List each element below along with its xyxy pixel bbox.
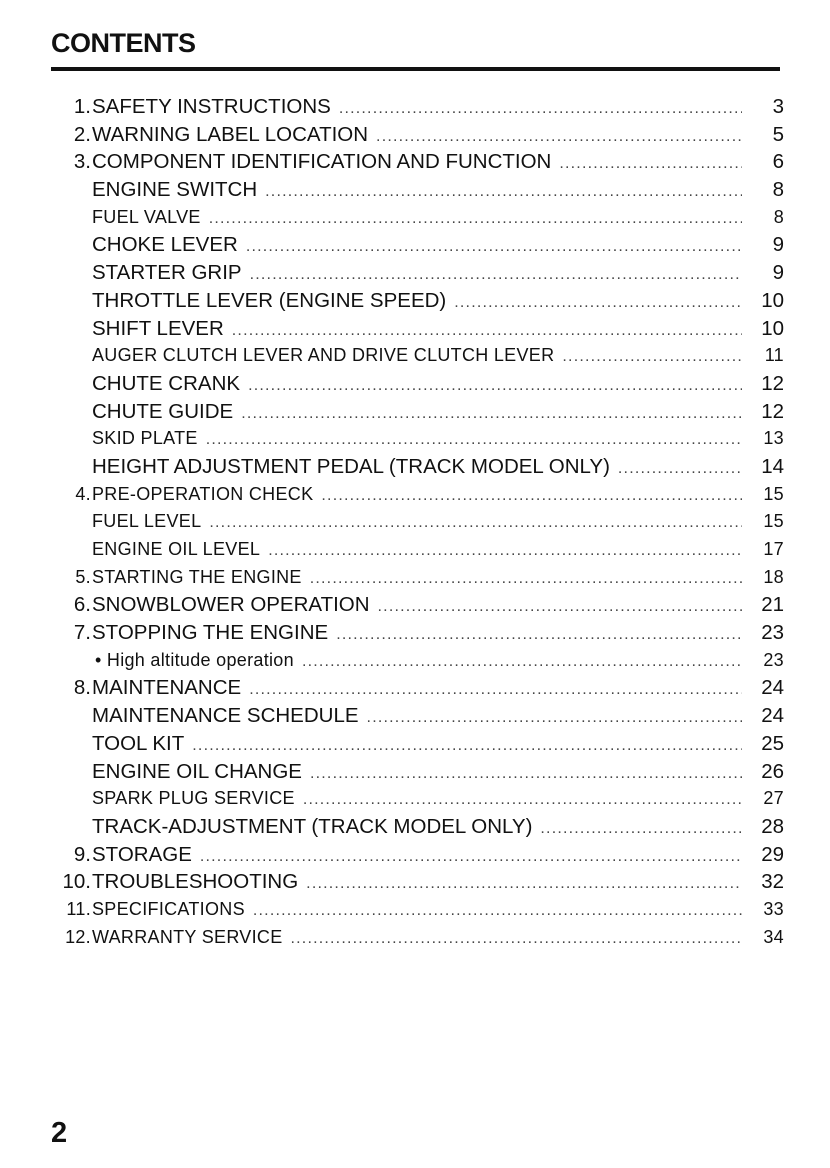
toc-entry-fuel-level[interactable] bbox=[48, 508, 784, 536]
toc-entry-page: 10 bbox=[761, 316, 784, 340]
toc-entry-title: STARTER GRIP bbox=[92, 261, 242, 285]
toc-entry-storage[interactable] bbox=[48, 841, 784, 869]
toc-entry-chute-crank[interactable] bbox=[48, 370, 784, 398]
toc-entry-troubleshooting[interactable] bbox=[48, 868, 784, 896]
toc-entry-title: SNOWBLOWER OPERATION bbox=[92, 593, 370, 617]
toc-entry-page: 24 bbox=[761, 704, 784, 728]
dot-leader bbox=[367, 704, 742, 732]
toc-entry-warranty-service[interactable] bbox=[48, 924, 784, 952]
toc-entry-title: SKID PLATE bbox=[92, 428, 198, 449]
toc-entry-title: FUEL VALVE bbox=[92, 206, 201, 227]
dot-leader bbox=[232, 317, 742, 345]
toc-entry-page: 32 bbox=[761, 870, 784, 894]
toc-entry-title: SHIFT LEVER bbox=[92, 316, 224, 340]
toc-entry-number: 3. bbox=[73, 150, 91, 174]
toc-entry-title: PRE-OPERATION CHECK bbox=[92, 483, 314, 504]
toc-entry-page: 3 bbox=[772, 95, 784, 118]
page-title: CONTENTS bbox=[51, 28, 196, 58]
toc-entry-auger-clutch-lever[interactable] bbox=[48, 342, 784, 370]
toc-entry-page: 12 bbox=[761, 371, 784, 395]
toc-entry-page: 15 bbox=[763, 511, 784, 532]
toc-entry-height-adjustment-pedal[interactable] bbox=[48, 453, 784, 481]
toc-entry-number: 2. bbox=[73, 122, 91, 146]
toc-entry-title: • High altitude operation bbox=[95, 649, 294, 670]
toc-entry-skid-plate[interactable] bbox=[48, 425, 784, 453]
toc-entry-page: 8 bbox=[773, 206, 784, 227]
toc-entry-pre-operation-check[interactable] bbox=[48, 481, 784, 509]
toc-entry-title: CHUTE GUIDE bbox=[92, 399, 234, 423]
toc-entry-tool-kit[interactable] bbox=[48, 730, 784, 758]
dot-leader bbox=[291, 925, 742, 953]
toc-entry-number: 7. bbox=[73, 621, 91, 645]
toc-entry-page: 28 bbox=[761, 814, 784, 838]
toc-entry-title: STOPPING THE ENGINE bbox=[92, 621, 329, 645]
toc-entry-safety-instructions[interactable] bbox=[48, 93, 784, 121]
toc-entry-page: 9 bbox=[772, 261, 784, 285]
toc-entry-maintenance[interactable] bbox=[48, 674, 784, 702]
toc-entry-page: 14 bbox=[761, 454, 784, 478]
toc-entry-title: FUEL LEVEL bbox=[92, 511, 202, 532]
dot-leader bbox=[192, 732, 742, 760]
toc-entry-throttle-lever[interactable] bbox=[48, 287, 784, 315]
toc-entry-page: 18 bbox=[763, 566, 784, 587]
dot-leader bbox=[339, 95, 742, 123]
dot-leader bbox=[200, 843, 742, 871]
toc-entry-number: 5. bbox=[75, 566, 91, 587]
toc-entry-engine-switch[interactable] bbox=[48, 176, 784, 204]
dot-leader bbox=[265, 178, 742, 206]
toc-entry-page: 25 bbox=[761, 731, 784, 755]
toc-entry-snowblower-operation[interactable] bbox=[48, 591, 784, 619]
toc-entry-title: MAINTENANCE SCHEDULE bbox=[92, 704, 359, 728]
toc-entry-number: 1. bbox=[73, 95, 91, 118]
toc-entry-page: 9 bbox=[772, 233, 784, 257]
dot-leader bbox=[268, 537, 742, 565]
dot-leader bbox=[310, 565, 742, 593]
toc-entry-number: 4. bbox=[75, 483, 91, 504]
toc-entry-page: 12 bbox=[761, 399, 784, 423]
toc-entry-title: WARRANTY SERVICE bbox=[92, 926, 283, 947]
dot-leader bbox=[302, 648, 742, 676]
toc-entry-page: 17 bbox=[763, 539, 784, 559]
dot-leader bbox=[618, 455, 742, 483]
toc-entry-title: TROUBLESHOOTING bbox=[92, 870, 299, 894]
toc-entry-title: TOOL KIT bbox=[92, 731, 185, 755]
toc-entry-title: TRACK-ADJUSTMENT (TRACK MODEL ONLY) bbox=[92, 814, 533, 838]
dot-leader bbox=[306, 870, 742, 898]
toc-entry-page: 23 bbox=[761, 621, 784, 645]
dot-leader bbox=[310, 760, 742, 788]
toc-entry-page: 24 bbox=[761, 676, 784, 700]
toc-entry-page: 6 bbox=[772, 150, 784, 174]
dot-leader bbox=[250, 261, 742, 289]
dot-leader bbox=[253, 897, 742, 925]
dot-leader bbox=[562, 343, 742, 371]
toc-entry-title: CHUTE CRANK bbox=[92, 371, 241, 395]
toc-entry-specifications[interactable] bbox=[48, 896, 784, 924]
toc-entry-page: 21 bbox=[761, 593, 784, 617]
dot-leader bbox=[454, 289, 742, 317]
dot-leader bbox=[209, 509, 742, 537]
dot-leader bbox=[209, 205, 742, 233]
toc-entry-title: SPECIFICATIONS bbox=[92, 898, 245, 919]
page-number: 2 bbox=[51, 1117, 68, 1149]
dot-leader bbox=[559, 150, 742, 178]
dot-leader bbox=[540, 815, 742, 843]
toc-entry-high-altitude-operation[interactable] bbox=[48, 647, 784, 675]
toc-entry-title: STARTING THE ENGINE bbox=[92, 566, 302, 587]
toc-entry-page: 5 bbox=[772, 122, 784, 146]
dot-leader bbox=[249, 676, 742, 704]
toc-entry-component-identification[interactable] bbox=[48, 148, 784, 176]
toc-entry-title: SAFETY INSTRUCTIONS bbox=[92, 95, 331, 118]
toc-entry-number: 12. bbox=[65, 926, 91, 947]
toc-entry-page: 26 bbox=[761, 759, 784, 783]
toc-entry-title: MAINTENANCE bbox=[92, 676, 242, 700]
toc-entry-page: 15 bbox=[763, 483, 784, 504]
toc-entry-page: 33 bbox=[763, 898, 784, 919]
toc-entry-page: 8 bbox=[772, 178, 784, 202]
dot-leader bbox=[241, 400, 742, 428]
dot-leader bbox=[336, 621, 742, 649]
toc-entry-number: 11. bbox=[66, 898, 91, 919]
toc-entry-title: STORAGE bbox=[92, 842, 192, 866]
dot-leader bbox=[206, 426, 742, 454]
toc-entry-title: THROTTLE LEVER (ENGINE SPEED) bbox=[92, 288, 447, 312]
toc-entry-stopping-the-engine[interactable] bbox=[48, 619, 784, 647]
toc-entry-spark-plug-service[interactable] bbox=[48, 785, 784, 813]
dot-leader bbox=[321, 482, 742, 510]
toc-entry-number: 10. bbox=[62, 870, 91, 894]
toc-entry-page: 23 bbox=[763, 649, 784, 670]
toc-entry-page: 10 bbox=[761, 288, 784, 312]
toc-entry-choke-lever[interactable] bbox=[48, 231, 784, 259]
toc-entry-number: 6. bbox=[73, 593, 91, 617]
toc-entry-engine-oil-change[interactable] bbox=[48, 758, 784, 786]
toc-entry-page: 13 bbox=[763, 428, 784, 449]
toc-entry-title: ENGINE OIL CHANGE bbox=[92, 759, 302, 783]
toc-entry-title: CHOKE LEVER bbox=[92, 233, 238, 257]
table-of-contents bbox=[48, 93, 784, 951]
toc-entry-engine-oil-level[interactable] bbox=[48, 536, 784, 564]
toc-entry-maintenance-schedule[interactable] bbox=[48, 702, 784, 730]
dot-leader bbox=[248, 372, 742, 400]
toc-entry-title: COMPONENT IDENTIFICATION AND FUNCTION bbox=[92, 150, 552, 174]
toc-entry-shift-lever[interactable] bbox=[48, 315, 784, 343]
toc-entry-chute-guide[interactable] bbox=[48, 398, 784, 426]
toc-entry-number: 8. bbox=[73, 676, 91, 700]
toc-entry-page: 34 bbox=[763, 926, 784, 947]
toc-entry-page: 29 bbox=[761, 842, 784, 866]
toc-entry-title: HEIGHT ADJUSTMENT PEDAL (TRACK MODEL ONLY) bbox=[92, 454, 610, 478]
toc-entry-number: 9. bbox=[73, 842, 91, 866]
toc-entry-title: ENGINE OIL LEVEL bbox=[92, 539, 261, 559]
toc-entry-title: WARNING LABEL LOCATION bbox=[92, 122, 369, 146]
toc-entry-fuel-valve[interactable] bbox=[48, 204, 784, 232]
toc-entry-starter-grip[interactable] bbox=[48, 259, 784, 287]
toc-entry-page: 27 bbox=[763, 788, 784, 809]
dot-leader bbox=[378, 593, 742, 621]
toc-entry-warning-label-location[interactable] bbox=[48, 121, 784, 149]
dot-leader bbox=[376, 123, 742, 151]
toc-entry-page: 11 bbox=[764, 345, 784, 366]
dot-leader bbox=[303, 786, 742, 814]
toc-entry-starting-the-engine[interactable] bbox=[48, 564, 784, 592]
dot-leader bbox=[246, 233, 742, 261]
title-divider bbox=[51, 67, 780, 71]
toc-entry-title: SPARK PLUG SERVICE bbox=[92, 788, 295, 809]
toc-entry-track-adjustment[interactable] bbox=[48, 813, 784, 841]
toc-entry-title: AUGER CLUTCH LEVER AND DRIVE CLUTCH LEVER bbox=[92, 345, 555, 366]
toc-entry-title: ENGINE SWITCH bbox=[92, 178, 258, 202]
